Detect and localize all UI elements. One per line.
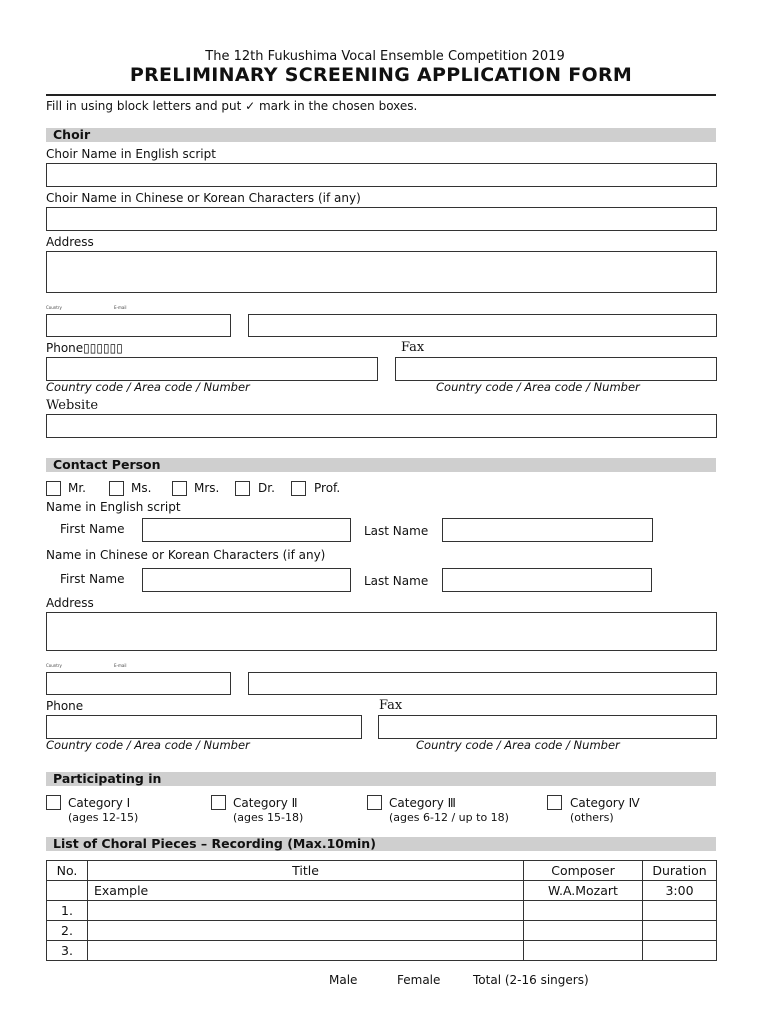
- male-label: Male: [329, 973, 358, 987]
- choir-fax-field[interactable]: [395, 357, 717, 381]
- choir-name-cjk-field[interactable]: [46, 207, 717, 231]
- category-4-label: Category Ⅳ: [570, 796, 640, 810]
- row-number: 2.: [47, 921, 88, 941]
- contact-name-en-label: Name in English script: [46, 500, 181, 514]
- choir-name-en-field[interactable]: [46, 163, 717, 187]
- choir-website-label: Website: [46, 398, 99, 413]
- title-dr-label: Dr.: [258, 481, 275, 495]
- contact-email-small-label: E-mail: [114, 663, 127, 668]
- row-number: 3.: [47, 941, 88, 961]
- contact-phone-label: Phone: [46, 699, 84, 713]
- contact-phone-hint: Country code / Area code / Number: [46, 738, 250, 752]
- example-no: [47, 881, 88, 901]
- category-2-checkbox[interactable]: [211, 795, 226, 810]
- choir-phone-field[interactable]: [46, 357, 378, 381]
- title-mrs-checkbox[interactable]: [172, 481, 187, 496]
- choir-phone-label: Phone▯▯▯▯▯▯: [46, 341, 123, 355]
- choir-email-field[interactable]: [248, 314, 717, 337]
- table-header-row: [47, 861, 717, 881]
- section-choir: Choir: [46, 128, 716, 142]
- category-2-label: Category Ⅱ: [233, 796, 298, 810]
- table-row-example: [47, 881, 717, 901]
- title-ms-label: Ms.: [131, 481, 152, 495]
- contact-address-label: Address: [46, 596, 94, 610]
- title-cell[interactable]: [88, 921, 524, 941]
- choir-email-small-label: E-mail: [114, 305, 127, 310]
- category-1-ages: (ages 12-15): [68, 811, 139, 824]
- title-prof-checkbox[interactable]: [291, 481, 306, 496]
- contact-fax-field[interactable]: [378, 715, 717, 739]
- category-3-ages: (ages 6-12 / up to 18): [389, 811, 509, 824]
- last-name-en-field[interactable]: [442, 518, 653, 542]
- composer-cell[interactable]: [524, 901, 643, 921]
- choir-country-small-label: Country: [46, 305, 62, 310]
- category-3-checkbox[interactable]: [367, 795, 382, 810]
- header-duration: Duration: [643, 861, 717, 881]
- title-mr-label: Mr.: [68, 481, 86, 495]
- contact-fax-hint: Country code / Area code / Number: [416, 738, 620, 752]
- composer-cell[interactable]: [524, 921, 643, 941]
- first-name-cjk-label: First Name: [60, 572, 125, 586]
- duration-cell[interactable]: [643, 921, 717, 941]
- table-row: [47, 901, 717, 921]
- choir-phone-hint: Country code / Area code / Number: [46, 380, 250, 394]
- first-name-label: First Name: [60, 522, 125, 536]
- title-prof-label: Prof.: [314, 481, 341, 495]
- competition-subtitle: The 12th Fukushima Vocal Ensemble Competition 2019: [205, 49, 565, 64]
- contact-phone-field[interactable]: [46, 715, 362, 739]
- last-name-cjk-label: Last Name: [364, 574, 429, 588]
- header-title: Title: [88, 861, 524, 881]
- title-mrs-label: Mrs.: [194, 481, 220, 495]
- header-no: No.: [47, 861, 88, 881]
- contact-name-cjk-label: Name in Chinese or Korean Characters (if any): [46, 548, 326, 562]
- example-composer: W.A.Mozart: [524, 881, 643, 901]
- choir-country-field[interactable]: [46, 314, 231, 337]
- title-dr-checkbox[interactable]: [235, 481, 250, 496]
- first-name-en-field[interactable]: [142, 518, 351, 542]
- category-4-ages: (others): [570, 811, 614, 824]
- title-mr-checkbox[interactable]: [46, 481, 61, 496]
- last-name-cjk-field[interactable]: [442, 568, 652, 592]
- contact-email-field[interactable]: [248, 672, 717, 695]
- choir-name-cjk-label: Choir Name in Chinese or Korean Characters (if any): [46, 191, 361, 205]
- title-ms-checkbox[interactable]: [109, 481, 124, 496]
- section-participating: Participating in: [46, 772, 716, 786]
- category-3-label: Category Ⅲ: [389, 796, 456, 810]
- first-name-cjk-field[interactable]: [142, 568, 351, 592]
- choir-website-field[interactable]: [46, 414, 717, 438]
- composer-cell[interactable]: [524, 941, 643, 961]
- table-row: [47, 921, 717, 941]
- choir-name-en-label: Choir Name in English script: [46, 147, 216, 161]
- row-number: 1.: [47, 901, 88, 921]
- title-rule: [46, 94, 716, 96]
- example-duration: 3:00: [643, 881, 717, 901]
- choir-fax-label: Fax: [401, 340, 425, 355]
- form-title: PRELIMINARY SCREENING APPLICATION FORM: [129, 64, 633, 86]
- instruction-text: Fill in using block letters and put ✓ mark in the chosen boxes.: [46, 99, 418, 113]
- example-title: Example: [88, 881, 524, 901]
- duration-cell[interactable]: [643, 901, 717, 921]
- contact-country-small-label: Country: [46, 663, 62, 668]
- category-1-checkbox[interactable]: [46, 795, 61, 810]
- contact-country-field[interactable]: [46, 672, 231, 695]
- category-4-checkbox[interactable]: [547, 795, 562, 810]
- table-row: [47, 941, 717, 961]
- choir-address-label: Address: [46, 235, 94, 249]
- duration-cell[interactable]: [643, 941, 717, 961]
- contact-address-field[interactable]: [46, 612, 717, 651]
- last-name-label: Last Name: [364, 524, 429, 538]
- female-label: Female: [397, 973, 441, 987]
- total-singers-label: Total (2-16 singers): [473, 973, 589, 987]
- choral-pieces-table: [46, 860, 717, 961]
- category-2-ages: (ages 15-18): [233, 811, 304, 824]
- title-cell[interactable]: [88, 941, 524, 961]
- section-choral-pieces: List of Choral Pieces – Recording (Max.10min): [46, 837, 716, 851]
- title-cell[interactable]: [88, 901, 524, 921]
- choir-address-field[interactable]: [46, 251, 717, 293]
- category-1-label: Category Ⅰ: [68, 796, 131, 810]
- choir-fax-hint: Country code / Area code / Number: [436, 380, 640, 394]
- header-composer: Composer: [524, 861, 643, 881]
- contact-fax-label: Fax: [379, 698, 403, 713]
- section-contact-person: Contact Person: [46, 458, 716, 472]
